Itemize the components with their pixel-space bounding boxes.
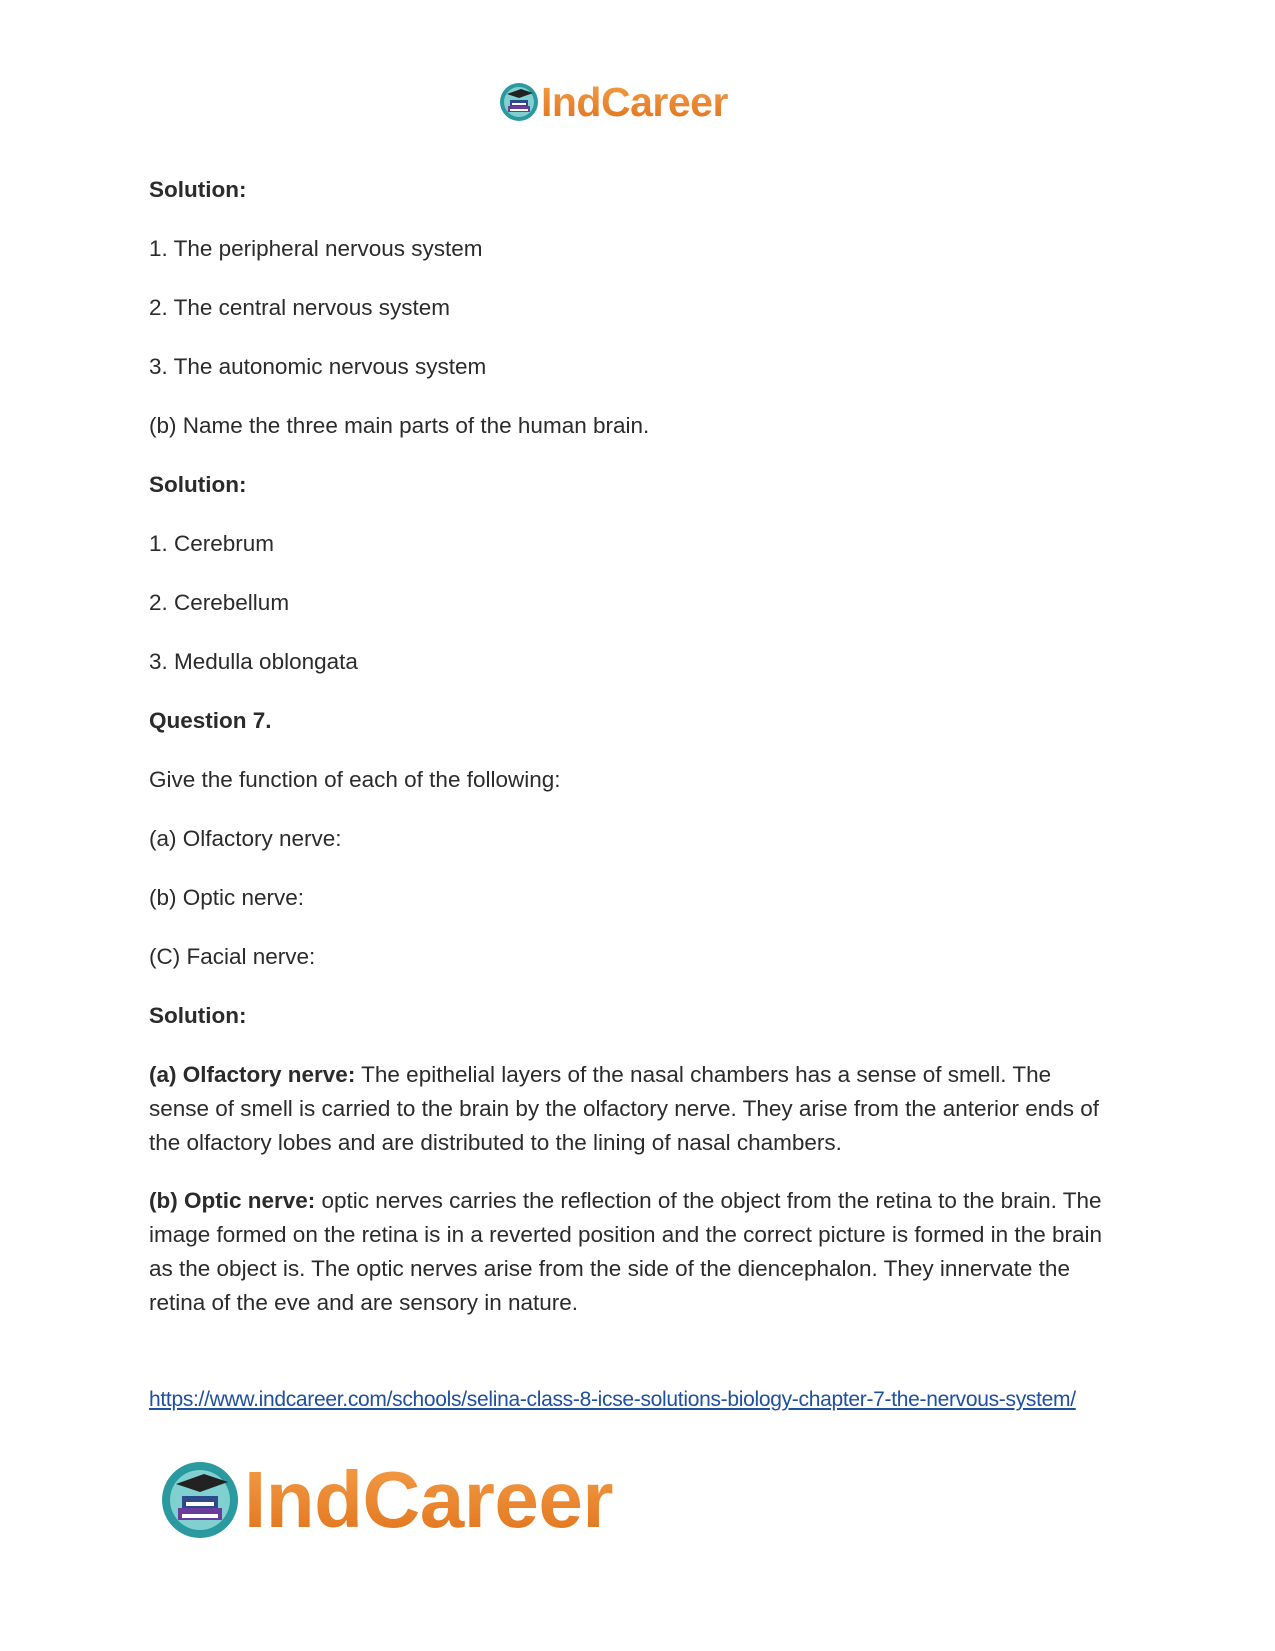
logo-books-icon bbox=[160, 1460, 240, 1540]
solution-label: Solution: bbox=[149, 177, 247, 202]
footer-logo bbox=[160, 1455, 613, 1545]
solution-label: Solution: bbox=[149, 472, 247, 497]
document-body bbox=[149, 173, 1109, 1344]
list-item: 1. Cerebrum bbox=[149, 531, 275, 556]
question-part: (b) Optic nerve: bbox=[149, 885, 305, 910]
list-item: 3. Medulla oblongata bbox=[149, 649, 358, 674]
answer-text: The epithelial layers of the nasal chambers has a sense of smell. The sense of smell is carried to the brain by the olfactory nerve. They arise from the anterior ends of the olfactory lobes and are distributed to the lining of nasal chambers. bbox=[149, 1062, 1100, 1155]
source-link[interactable]: https://www.indcareer.com/schools/selina-class-8-icse-solutions-biology-chapter-7-the-nervous-system/ bbox=[149, 1388, 1076, 1411]
logo-text: IndCareer bbox=[244, 1455, 613, 1544]
list-item: 1. The peripheral nervous system bbox=[149, 236, 483, 261]
solution-label: Solution: bbox=[149, 1003, 247, 1028]
answer-paragraph bbox=[149, 1058, 1109, 1160]
answer-label: (a) Olfactory nerve: bbox=[149, 1062, 356, 1087]
question-part: (a) Olfactory nerve: bbox=[149, 826, 342, 851]
question-prompt: Give the function of each of the following: bbox=[149, 767, 561, 792]
answer-text: optic nerves carries the reflection of the object from the retina to the brain. The image formed on the retina is in a reverted position and the correct picture is formed in the brain as the object is. The optic nerves arise from the side of the diencephalon. They innervate the retina of the eve and are sensory in nature. bbox=[149, 1188, 1102, 1315]
answer-label: (b) Optic nerve: bbox=[149, 1188, 316, 1213]
question-b: (b) Name the three main parts of the human brain. bbox=[149, 413, 650, 438]
question-part: (C) Facial nerve: bbox=[149, 944, 316, 969]
question-title: Question 7. bbox=[149, 708, 272, 733]
answer-paragraph bbox=[149, 1184, 1109, 1320]
list-item: 2. Cerebellum bbox=[149, 590, 290, 615]
logo-books-icon bbox=[499, 82, 539, 122]
logo-text: IndCareer bbox=[541, 78, 728, 125]
list-item: 2. The central nervous system bbox=[149, 295, 450, 320]
header-logo bbox=[499, 78, 728, 126]
list-item: 3. The autonomic nervous system bbox=[149, 354, 487, 379]
